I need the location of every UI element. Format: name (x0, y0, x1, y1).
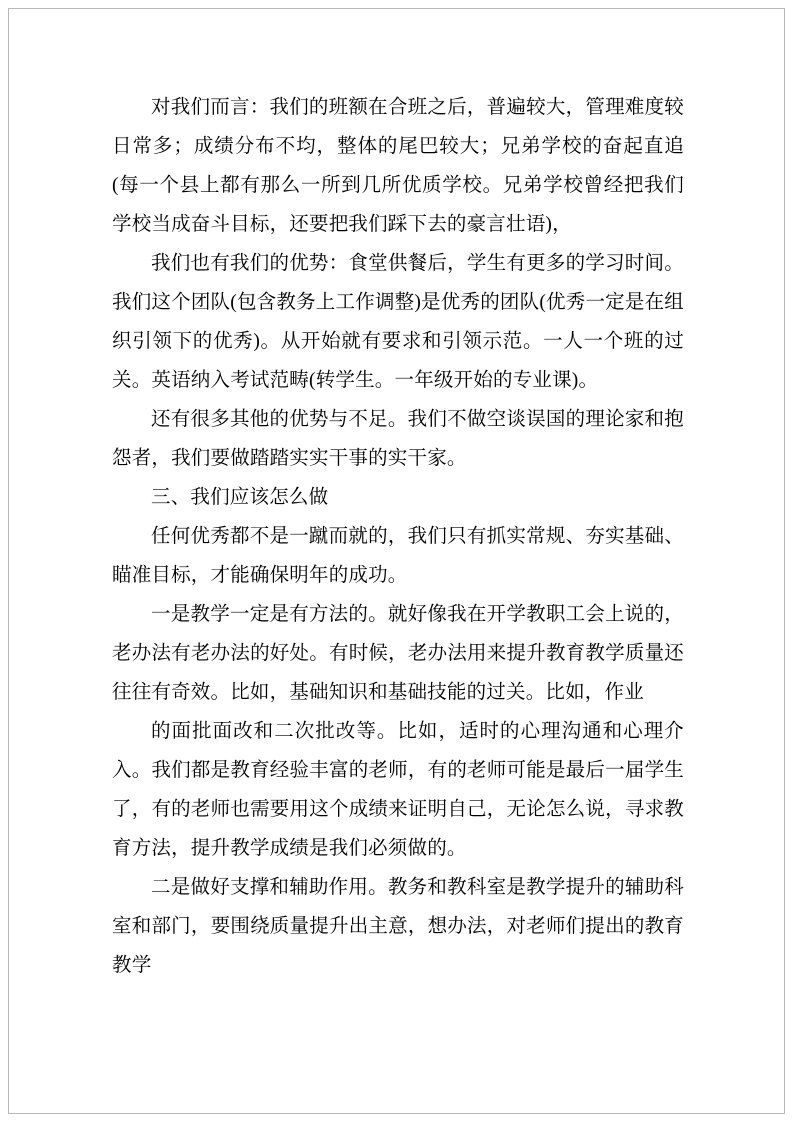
paragraph-2: 我们也有我们的优势：食堂供餐后，学生有更多的学习时间。我们这个团队(包含教务上工作调整)是优秀的团队(优秀一定是在组织引领下的优秀)。从开始就有要求和引领示范。一人一个班的过关。英语纳入考试范畴(转学生。一年级开始的专业课)。 (112, 253, 684, 391)
paragraph-5: 一是教学一定是有方法的。就好像我在开学教职工会上说的，老办法有老办法的好处。有时候，老办法用来提升教育教学质量还往往有奇效。比如，基础知识和基础技能的过关。比如，作业 (112, 604, 684, 703)
paragraph-6: 的面批面改和二次批改等。比如，适时的心理沟通和心理介入。我们都是教育经验丰富的老师，有的老师可能是最后一届学生了，有的老师也需要用这个成绩来证明自己，无论怎么说，寻求教育方法，提升教学成绩是我们必须做的。 (112, 721, 684, 859)
document-body (112, 88, 684, 985)
paragraph-3: 还有很多其他的优势与不足。我们不做空谈误国的理论家和抱怨者，我们要做踏踏实实干事的实干家。 (112, 409, 684, 469)
paragraph-4: 任何优秀都不是一蹴而就的，我们只有抓实常规、夯实基础、瞄准目标，才能确保明年的成功。 (112, 526, 684, 586)
paragraph-7: 二是做好支撑和辅助作用。教务和教科室是教学提升的辅助科室和部门，要围绕质量提升出主意，想办法，对老师们提出的教育教学 (112, 877, 684, 976)
paragraph-1: 对我们而言：我们的班额在合班之后，普遍较大，管理难度较日常多；成绩分布不均，整体的尾巴较大；兄弟学校的奋起直追(每一个县上都有那么一所到几所优质学校。兄弟学校曾经把我们学校当成奋斗目标，还要把我们踩下去的豪言壮语)， (112, 97, 684, 235)
section-heading-3: 三、我们应该怎么做 (151, 487, 329, 508)
